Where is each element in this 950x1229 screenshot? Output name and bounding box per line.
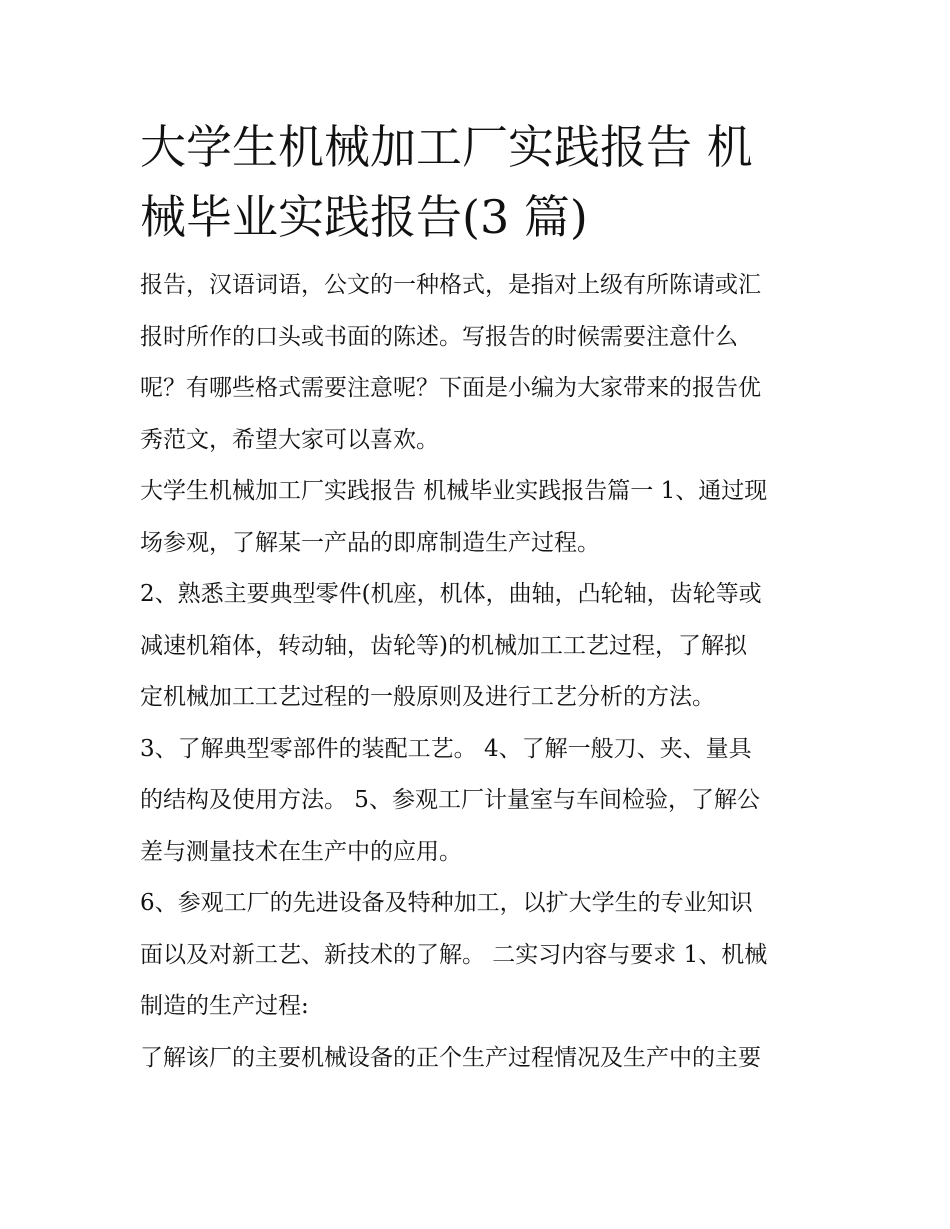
text-line: 2、熟悉主要典型零件(机座，机体，曲轴，凸轮轴，齿轮等或	[140, 581, 762, 607]
text-line: 场参观，了解某一产品的即席制造生产过程。	[140, 529, 600, 556]
text-line: 报告，汉语词语，公文的一种格式，是指对上级有所陈请或汇	[140, 272, 761, 298]
text-line: 了解该厂的主要机械设备的正个生产过程情况及生产中的主要	[140, 1044, 761, 1071]
document-title	[140, 112, 812, 252]
paragraph-intro	[140, 260, 812, 466]
text-line: 报时所作的口头或书面的陈述。写报告的时候需要注意什么	[140, 323, 738, 350]
text-line: 定机械加工工艺过程的一般原则及进行工艺分析的方法。	[140, 684, 715, 710]
title-line: 械毕业实践报告(3 篇)	[140, 190, 588, 244]
text-line: 6、参观工厂的先进设备及特种加工，以扩大学生的专业知识	[140, 890, 753, 916]
document-content	[140, 112, 812, 1084]
text-line: 减速机箱体，转动轴，齿轮等)的机械加工工艺过程，了解拟	[140, 632, 747, 659]
text-line: 的结构及使用方法。 5、参观工厂计量室与车间检验，了解公	[140, 787, 760, 813]
document-body	[140, 260, 812, 1084]
text-line: 3、了解典型零部件的装配工艺。 4、了解一般刀、夹、量具	[140, 735, 752, 762]
text-line: 差与测量技术在生产中的应用。	[140, 838, 462, 865]
text-line: 呢？有哪些格式需要注意呢？下面是小编为大家带来的报告优	[140, 375, 761, 401]
paragraph-item-2	[140, 569, 812, 724]
paragraph-production-process	[140, 1033, 812, 1085]
text-line: 秀范文，希望大家可以喜欢。	[140, 426, 439, 453]
text-line: 面以及对新工艺、新技术的了解。 二实习内容与要求 1、机械	[140, 941, 768, 968]
paragraph-item-3-5	[140, 724, 812, 879]
text-line: 制造的生产过程:	[140, 993, 309, 1019]
paragraph-section-one	[140, 466, 812, 569]
title-line: 大学生机械加工厂实践报告 机	[140, 120, 753, 174]
text-line: 大学生机械加工厂实践报告 机械毕业实践报告篇一 1、通过现	[140, 478, 768, 504]
paragraph-item-6	[140, 878, 812, 1033]
